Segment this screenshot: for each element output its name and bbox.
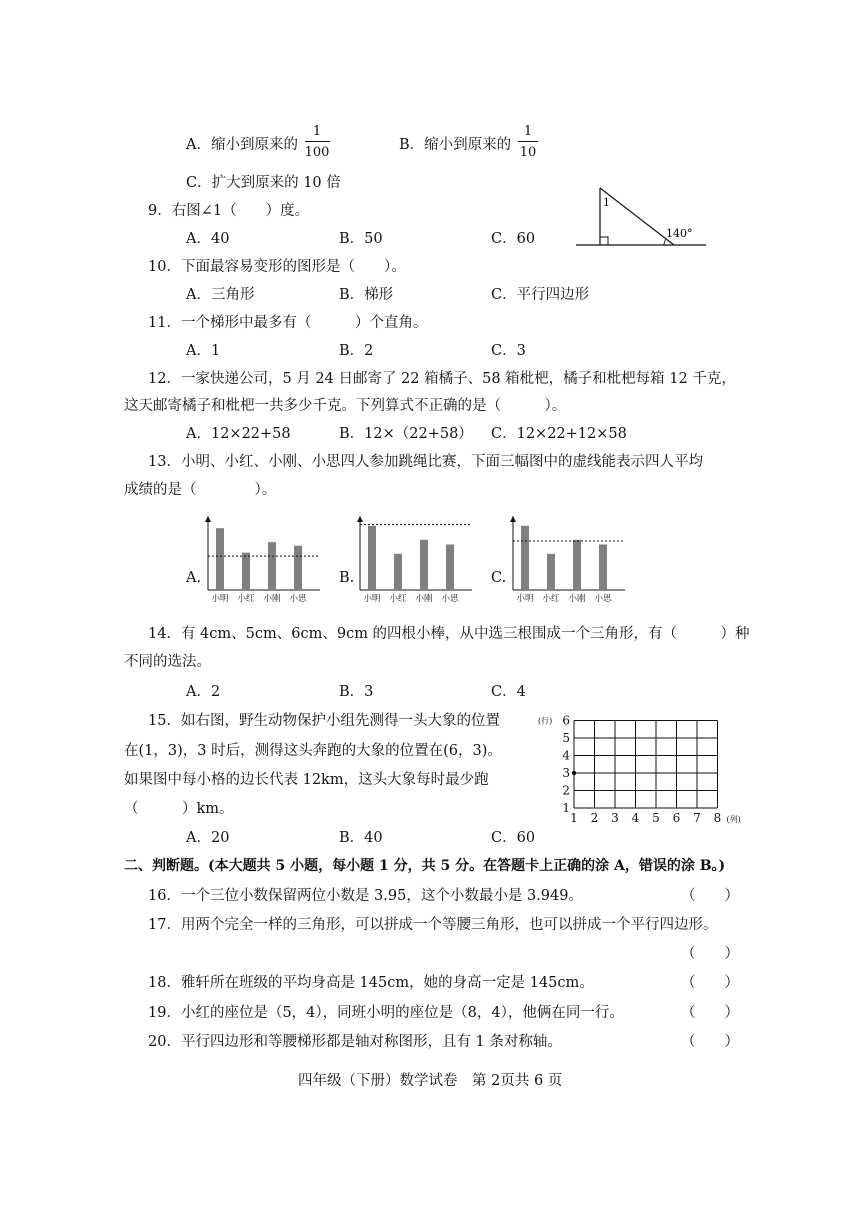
q11-option-a: A．1 — [186, 343, 221, 359]
q13-chart-c-y-axis-arrow — [510, 516, 516, 522]
q9-triangle-figure — [570, 182, 710, 250]
q13-stem-line2: 成绩的是（ ）。 — [124, 482, 277, 498]
q8-option-a-fraction-bar — [305, 141, 330, 142]
q12-stem-line1: 12．一家快递公司，5 月 24 日邮寄了 22 箱橘子、58 箱枇杷，橘子和枇杷每箱 12 千克， — [148, 371, 736, 387]
q8-option-c: C．扩大到原来的 10 倍 — [186, 175, 341, 191]
grid-row-tick-1: 1 — [562, 801, 570, 815]
q8-option-b-fraction-bar — [518, 141, 538, 142]
q12-stem-line2: 这天邮寄橘子和枇杷一共多少千克。下列算式不正确的是（ ）。 — [124, 398, 567, 414]
grid-row-tick-5: 5 — [562, 731, 570, 745]
q8-option-a: A．缩小到原来的 — [186, 137, 298, 153]
q13-chart-c-x-label-2: 小红 — [542, 594, 560, 604]
q10-option-c: C．平行四边形 — [491, 287, 590, 303]
q9-option-a: A．40 — [186, 231, 230, 247]
q13-option-c-label: C. — [491, 570, 507, 586]
q15-grid-figure — [532, 706, 741, 830]
q13-chart-a-bar-4 — [294, 546, 302, 590]
q13-chart-c-bar-3 — [573, 540, 581, 590]
q13-chart-b-x-label-2: 小红 — [389, 594, 407, 604]
page-footer: 四年级（下册）数学试卷 第 2页共 6 页 — [298, 1073, 563, 1089]
q13-chart-b-y-axis-arrow — [357, 516, 363, 522]
q11-option-b: B．2 — [339, 343, 374, 359]
q14-option-b: B．3 — [339, 684, 374, 700]
q9-right-angle-mark — [600, 237, 608, 245]
q15-option-a: A．20 — [186, 830, 230, 846]
q8-option-b-denominator: 10 — [519, 145, 537, 160]
q13-chart-a-x-label-4: 小思 — [289, 594, 307, 604]
q14-stem-line1: 14．有 4cm、5cm、6cm、9cm 的四根小棒，从中选三根围成一个三角形，有（ ）种 — [148, 626, 750, 642]
q13-chart-a-bar-1 — [216, 528, 224, 590]
q13-chart-c-x-label-3: 小刚 — [568, 594, 586, 604]
q12-option-a: A．12×22+58 — [186, 426, 291, 442]
grid-col-tick-3: 3 — [611, 811, 619, 825]
q13-chart-a-x-label-1: 小明 — [211, 594, 229, 604]
q15-option-c: C．60 — [491, 830, 536, 846]
grid-col-tick-7: 7 — [693, 811, 701, 825]
q18-answer-paren: （ ） — [681, 975, 739, 991]
q13-chart-a-x-label-2: 小红 — [237, 594, 255, 604]
q13-chart-c-bar-4 — [599, 545, 607, 591]
q13-chart-b-x-label-4: 小思 — [441, 594, 459, 604]
q13-chart-a-x-label-3: 小刚 — [263, 594, 281, 604]
q12-option-b: B．12×（22+58） — [339, 426, 473, 442]
q19-answer-paren: （ ） — [681, 1005, 739, 1021]
q13-chart-b-bar-3 — [420, 540, 428, 590]
q13-chart-b-bar-4 — [446, 545, 454, 591]
q17-answer-paren: （ ） — [681, 946, 739, 962]
q9-angle1-label: 1 — [603, 196, 610, 209]
q15-stem-line3: 如果图中每小格的边长代表 12km，这头大象每时最少跑 — [124, 772, 489, 788]
grid-row-tick-4: 4 — [562, 748, 570, 763]
q13-option-b-label: B. — [339, 570, 355, 586]
grid-col-tick-1: 1 — [570, 811, 578, 825]
q13-chart-b — [350, 512, 480, 604]
elephant-position-dot — [572, 771, 576, 775]
grid-row-tick-2: 2 — [562, 783, 570, 798]
q13-chart-a-bar-2 — [242, 553, 250, 590]
q15-option-b: B．40 — [339, 830, 383, 846]
q13-chart-c-bar-2 — [547, 554, 555, 590]
q10-option-b: B．梯形 — [339, 287, 394, 303]
q13-chart-b-bar-2 — [394, 554, 402, 590]
q13-chart-c-bar-1 — [521, 526, 529, 590]
q11-option-c: C．3 — [491, 343, 526, 359]
q17-stem: 17．用两个完全一样的三角形，可以拼成一个等腰三角形，也可以拼成一个平行四边形。 — [148, 917, 718, 933]
q8-option-b-numerator: 1 — [523, 124, 533, 139]
q15-stem-line4: （ ）km。 — [124, 801, 234, 817]
q8-option-b: B．缩小到原来的 — [399, 137, 512, 153]
q10-stem: 10．下面最容易变形的图形是（ ）。 — [148, 259, 406, 275]
q13-chart-a-bar-3 — [268, 542, 276, 590]
grid-col-tick-8: 8 — [713, 811, 722, 825]
q14-stem-line2: 不同的选法。 — [124, 654, 211, 670]
q16-answer-paren: （ ） — [681, 888, 739, 904]
section2-title: 二、判断题。(本大题共 5 小题，每小题 1 分，共 5 分。在答题卡上正确的涂 A，错误的涂 B。) — [124, 858, 726, 874]
q13-option-a-label: A. — [186, 570, 202, 586]
grid-row-tick-3: 3 — [562, 766, 570, 780]
q9-angle140-label: 140° — [666, 227, 693, 240]
q9-stem: 9．右图∠1（ ）度。 — [148, 203, 310, 219]
q8-option-a-numerator: 1 — [312, 124, 322, 139]
q13-chart-a-y-axis-arrow — [205, 516, 211, 522]
q9-option-c: C．60 — [491, 231, 536, 247]
q13-chart-c — [503, 512, 633, 604]
q18-stem: 18．雅轩所在班级的平均身高是 145cm，她的身高一定是 145cm。 — [148, 975, 594, 991]
q13-stem-line1: 13．小明、小红、小刚、小思四人参加跳绳比赛，下面三幅图中的虚线能表示四人平均 — [148, 454, 703, 470]
q9-hypotenuse — [600, 188, 674, 245]
q14-option-c: C．4 — [491, 684, 526, 700]
q13-chart-b-x-label-3: 小刚 — [415, 594, 433, 604]
grid-col-tick-6: 6 — [672, 811, 681, 825]
q9-option-b: B．50 — [339, 231, 383, 247]
q15-stem-line1: 15．如右图，野生动物保护小组先测得一头大象的位置 — [148, 713, 500, 729]
q13-chart-a — [198, 512, 328, 604]
grid-col-axis-label: (列) — [726, 815, 741, 824]
q13-chart-c-x-label-4: 小思 — [594, 594, 612, 604]
grid-col-tick-5: 5 — [652, 811, 660, 825]
grid-row-axis-label: (行) — [538, 716, 553, 726]
q20-stem: 20．平行四边形和等腰梯形都是轴对称图形，且有 1 条对称轴。 — [148, 1034, 562, 1050]
q11-stem: 11．一个梯形中最多有（ ）个直角。 — [148, 315, 428, 331]
q14-option-a: A．2 — [186, 684, 221, 700]
q16-stem: 16．一个三位小数保留两位小数是 3.95，这个小数最小是 3.949。 — [148, 888, 583, 904]
q19-stem: 19．小红的座位是（5，4），同班小明的座位是（8，4），他俩在同一行。 — [148, 1005, 624, 1021]
q20-answer-paren: （ ） — [681, 1034, 739, 1050]
q15-stem-line2: 在(1，3)，3 时后，测得这头奔跑的大象的位置在(6，3)。 — [124, 743, 502, 759]
grid-row-tick-6: 6 — [562, 713, 570, 728]
q12-option-c: C．12×22+12×58 — [491, 426, 627, 442]
q13-chart-b-bar-1 — [368, 526, 376, 590]
q13-chart-c-x-label-1: 小明 — [516, 594, 534, 604]
q10-option-a: A．三角形 — [186, 287, 255, 303]
q13-chart-b-x-label-1: 小明 — [363, 594, 381, 604]
q8-option-a-denominator: 100 — [304, 145, 330, 160]
grid-col-tick-2: 2 — [590, 811, 599, 825]
grid-col-tick-4: 4 — [631, 811, 640, 825]
